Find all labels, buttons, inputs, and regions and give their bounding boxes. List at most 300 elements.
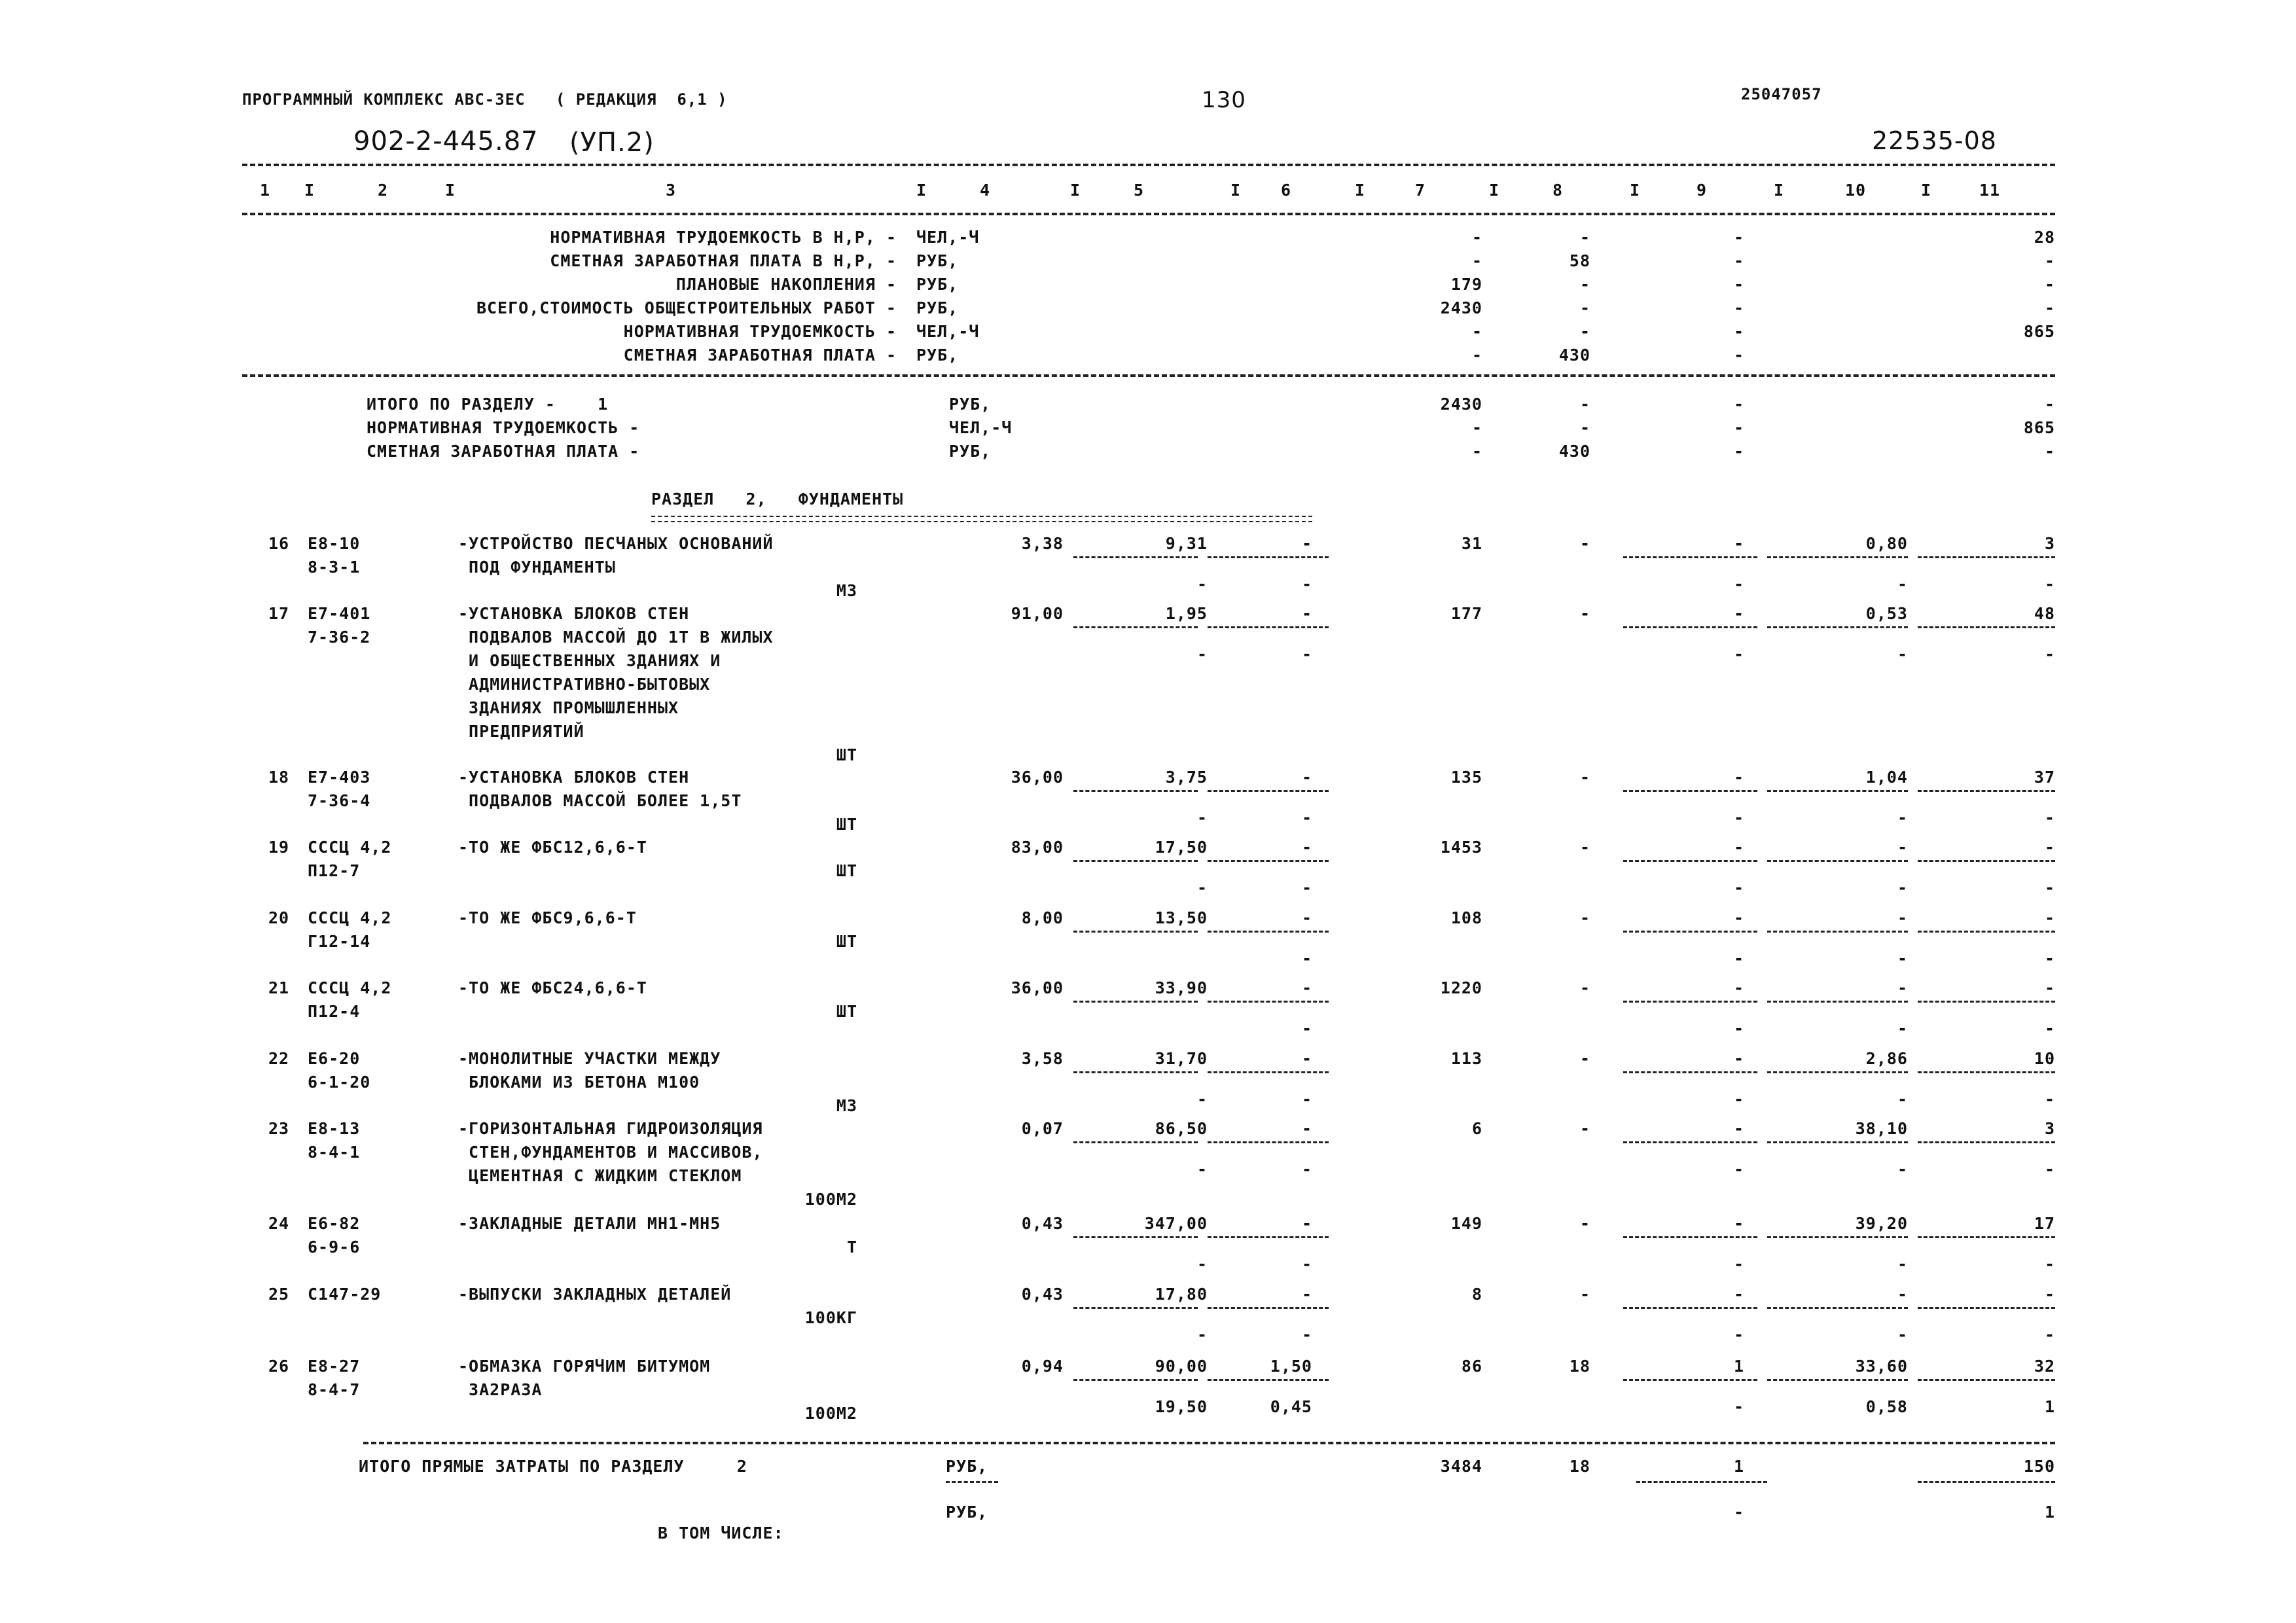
summary-value-c9: - [1733, 275, 1744, 294]
item-cost-wages: - [1733, 1049, 1744, 1068]
item-price-total: 90,00 [1155, 1357, 1208, 1376]
item-number: 26 [268, 1357, 290, 1376]
summary-value-c8: - [1579, 275, 1590, 294]
summary-value-c11: - [2044, 275, 2055, 294]
item-price-total: 17,50 [1155, 838, 1208, 857]
section-total-c9: - [1733, 418, 1744, 437]
item-quantity: 3,58 [1021, 1049, 1064, 1068]
item-quantity: 0,43 [1021, 1214, 1064, 1233]
section-total-label: СМЕТНАЯ ЗАРАБОТНАЯ ПЛАТА - [367, 442, 640, 461]
item-subline [1073, 931, 1198, 933]
item-subline [1208, 626, 1329, 628]
item-subline [1208, 556, 1329, 558]
item-wage-price: 19,50 [1155, 1397, 1208, 1416]
item-labor-total: 48 [2034, 604, 2055, 623]
item-labor-unit: - [1897, 908, 1908, 927]
header-rule [242, 213, 2055, 215]
item-subline [1623, 1071, 1757, 1073]
item-wage-labor: - [1897, 808, 1908, 827]
item-description: ЗА2РАЗА [458, 1380, 543, 1399]
section-total-unit: РУБ, [949, 442, 992, 461]
column-header-9: 9 [1696, 181, 1708, 200]
item-code: СССЦ 4,2 [308, 838, 392, 857]
summary-value-c7: - [1471, 322, 1482, 341]
top-rule [242, 164, 2055, 166]
total-unit-underline [946, 1481, 998, 1483]
item-subline [1767, 1141, 1908, 1143]
total-c9-underline [1636, 1481, 1767, 1483]
item-code: Е7-401 [308, 604, 371, 623]
item-subline [1767, 626, 1908, 628]
item-code: СССЦ 4,2 [308, 908, 392, 927]
item-number: 24 [268, 1214, 290, 1233]
item-code: Е8-10 [308, 534, 361, 553]
section-title: РАЗДЕЛ 2, ФУНДАМЕНТЫ [651, 490, 904, 508]
album-label: (УП.2) [569, 128, 655, 158]
item-code: Е7-403 [308, 768, 371, 787]
total-rule [363, 1442, 2055, 1444]
item-wage-machines: - [1301, 1325, 1312, 1344]
item-wage-price: - [1196, 575, 1208, 594]
item-subline [1623, 1001, 1757, 1003]
item-quantity: 0,43 [1021, 1285, 1064, 1304]
item-wage-machines: - [1301, 1255, 1312, 1274]
item-price-machines: - [1301, 978, 1312, 997]
item-subline [1208, 1001, 1329, 1003]
column-separator: I [1230, 181, 1242, 200]
summary-value-c7: 179 [1450, 275, 1482, 294]
item-code: СССЦ 4,2 [308, 978, 392, 997]
item-cost-wages: - [1733, 1214, 1744, 1233]
item-description: -УСТАНОВКА БЛОКОВ СТЕН [458, 768, 690, 787]
column-separator: I [1630, 181, 1641, 200]
item-unit: ШТ [836, 1002, 857, 1021]
item-labor-unit: 0,80 [1865, 534, 1908, 553]
item-subline [1918, 1307, 2055, 1309]
section-total-c9: - [1733, 442, 1744, 461]
total-c7: 3484 [1440, 1457, 1482, 1476]
item-wage-labor-total: - [2044, 645, 2055, 664]
column-separator: I [1774, 181, 1785, 200]
column-separator: I [916, 181, 927, 200]
item-description: -ГОРИЗОНТАЛЬНАЯ ГИДРОИЗОЛЯЦИЯ [458, 1119, 763, 1138]
item-wage-price: - [1196, 1325, 1208, 1344]
item-labor-unit: 0,53 [1865, 604, 1908, 623]
item-wage-cost: - [1733, 1325, 1744, 1344]
item-cost-machines: - [1579, 978, 1590, 997]
item-quantity: 36,00 [1011, 768, 1064, 787]
column-header-10: 10 [1844, 181, 1867, 200]
item-cost-wages: - [1733, 1285, 1744, 1304]
item-subline [1767, 1236, 1908, 1238]
program-title: ПРОГРАММНЫЙ КОМПЛЕКС АВС-ЗЕС ( РЕДАКЦИЯ 6,1 ) [242, 90, 728, 109]
column-separator: I [1489, 181, 1500, 200]
item-wage-cost: - [1733, 1090, 1744, 1109]
summary-value-c8: 430 [1558, 346, 1590, 365]
item-description: ЦЕМЕНТНАЯ С ЖИДКИМ СТЕКЛОМ [458, 1166, 742, 1185]
item-subline [1208, 1071, 1329, 1073]
column-separator: I [1921, 181, 1932, 200]
summary-value-c11: - [2044, 251, 2055, 270]
summary-value-c11: 865 [2023, 322, 2055, 341]
column-separator: I [445, 181, 456, 200]
item-subline [1918, 556, 2055, 558]
item-description: ПОДВАЛОВ МАССОЙ БОЛЕЕ 1,5Т [458, 791, 742, 810]
item-subline [1073, 1307, 1198, 1309]
column-header-6: 6 [1280, 181, 1292, 200]
item-code-secondary: 7-36-4 [308, 791, 371, 810]
item-price-total: 31,70 [1155, 1049, 1208, 1068]
column-separator: I [304, 181, 315, 200]
item-wage-price: - [1196, 1255, 1208, 1274]
item-wage-machines: - [1301, 1090, 1312, 1109]
section-total-c8: 430 [1558, 442, 1590, 461]
document-code: 25047057 [1741, 85, 1822, 103]
item-price-machines: - [1301, 604, 1312, 623]
total-c9: 1 [1733, 1457, 1744, 1476]
item-quantity: 0,94 [1021, 1357, 1064, 1376]
section-total-c7: - [1471, 418, 1482, 437]
item-subline [1918, 790, 2055, 792]
including-label: В ТОМ ЧИСЛЕ: [658, 1524, 784, 1543]
item-quantity: 91,00 [1011, 604, 1064, 623]
item-unit: М3 [836, 1096, 857, 1115]
item-cost-total: 1453 [1440, 838, 1482, 857]
item-wage-price: - [1196, 878, 1208, 897]
item-description: ПОД ФУНДАМЕНТЫ [458, 558, 616, 577]
item-subline [1623, 931, 1757, 933]
item-labor-total: - [2044, 908, 2055, 927]
item-cost-wages: - [1733, 768, 1744, 787]
item-code: Е6-82 [308, 1214, 361, 1233]
item-price-machines: - [1301, 1214, 1312, 1233]
item-subline [1918, 1236, 2055, 1238]
item-cost-total: 6 [1471, 1119, 1482, 1138]
item-description: -ТО ЖЕ ФБС12,6,6-Т [458, 838, 647, 857]
item-subline [1623, 556, 1757, 558]
item-number: 18 [268, 768, 290, 787]
item-description: ПРЕДПРИЯТИЙ [458, 722, 584, 741]
item-code-secondary: П12-7 [308, 861, 361, 880]
item-code: Е8-27 [308, 1357, 361, 1376]
item-wage-cost: - [1733, 1160, 1744, 1179]
item-subline [1623, 790, 1757, 792]
item-wage-machines: - [1301, 878, 1312, 897]
item-code-secondary: 7-36-2 [308, 628, 371, 647]
item-labor-unit: 33,60 [1855, 1357, 1908, 1376]
item-wage-labor-total: - [2044, 949, 2055, 968]
item-code-secondary: 6-9-6 [308, 1238, 361, 1257]
item-wage-cost: - [1733, 575, 1744, 594]
reference-number: 22535-08 [1872, 126, 1997, 155]
section-total-unit: РУБ, [949, 395, 992, 414]
item-wage-labor-total: - [2044, 878, 2055, 897]
summary-value-c9: - [1733, 322, 1744, 341]
item-wage-labor: - [1897, 575, 1908, 594]
item-labor-unit: - [1897, 838, 1908, 857]
item-cost-machines: 18 [1569, 1357, 1590, 1376]
item-subline [1208, 1236, 1329, 1238]
summary-label: СМЕТНАЯ ЗАРАБОТНАЯ ПЛАТА - [623, 346, 897, 365]
item-labor-unit: - [1897, 1285, 1908, 1304]
column-header-5: 5 [1133, 181, 1145, 200]
summary-value-c7: 2430 [1440, 298, 1482, 317]
item-number: 17 [268, 604, 290, 623]
summary-value-c8: - [1579, 298, 1590, 317]
item-description: -УСТАНОВКА БЛОКОВ СТЕН [458, 604, 690, 623]
item-cost-total: 135 [1450, 768, 1482, 787]
item-subline [1767, 931, 1908, 933]
item-wage-cost: - [1733, 1255, 1744, 1274]
item-labor-total: 10 [2034, 1049, 2055, 1068]
item-wage-labor-total: - [2044, 1090, 2055, 1109]
summary-label: НОРМАТИВНАЯ ТРУДОЕМКОСТЬ В Н,Р, - [550, 228, 897, 247]
section-total-unit: ЧЕЛ,-Ч [949, 418, 1013, 437]
item-quantity: 3,38 [1021, 534, 1064, 553]
section-total-c9: - [1733, 395, 1744, 414]
total-c11-underline [1918, 1481, 2055, 1483]
summary-value-c11: 28 [2034, 228, 2055, 247]
item-quantity: 0,07 [1021, 1119, 1064, 1138]
item-number: 21 [268, 978, 290, 997]
column-header-8: 8 [1552, 181, 1564, 200]
item-subline [1767, 860, 1908, 862]
item-description: -ТО ЖЕ ФБС9,6,6-Т [458, 908, 637, 927]
item-quantity: 36,00 [1011, 978, 1064, 997]
item-cost-machines: - [1579, 1119, 1590, 1138]
item-subline [1918, 931, 2055, 933]
item-subline [1208, 860, 1329, 862]
item-cost-wages: 1 [1733, 1357, 1744, 1376]
column-separator: I [1355, 181, 1366, 200]
column-header-11: 11 [1979, 181, 2001, 200]
summary-value-c8: 58 [1569, 251, 1590, 270]
item-wage-labor: - [1897, 1255, 1908, 1274]
item-wage-price: - [1196, 645, 1208, 664]
item-code: Е8-13 [308, 1119, 361, 1138]
item-labor-unit: 38,10 [1855, 1119, 1908, 1138]
item-subline [1767, 1307, 1908, 1309]
summary-label: ПЛАНОВЫЕ НАКОПЛЕНИЯ - [675, 275, 897, 294]
item-wage-labor: - [1897, 645, 1908, 664]
summary-value-c9: - [1733, 228, 1744, 247]
section-total-c11: - [2044, 395, 2055, 414]
item-subline [1073, 626, 1198, 628]
item-description: -ЗАКЛАДНЫЕ ДЕТАЛИ МН1-МН5 [458, 1214, 721, 1233]
item-subline [1918, 1071, 2055, 1073]
item-code: С147-29 [308, 1285, 382, 1304]
item-description: -ОБМАЗКА ГОРЯЧИМ БИТУМОМ [458, 1357, 711, 1376]
item-wage-labor: - [1897, 1090, 1908, 1109]
item-labor-total: 3 [2044, 534, 2055, 553]
item-price-total: 17,80 [1155, 1285, 1208, 1304]
item-price-total: 86,50 [1155, 1119, 1208, 1138]
item-subline [1918, 1379, 2055, 1381]
item-cost-total: 108 [1450, 908, 1482, 927]
summary-unit: РУБ, [916, 251, 959, 270]
item-subline [1767, 1071, 1908, 1073]
item-price-machines: - [1301, 1285, 1312, 1304]
column-header-4: 4 [979, 181, 991, 200]
summary-label: СМЕТНАЯ ЗАРАБОТНАЯ ПЛАТА В Н,Р, - [550, 251, 897, 270]
item-description: И ОБЩЕСТВЕННЫХ ЗДАНИЯХ И [458, 651, 721, 670]
item-cost-machines: - [1579, 604, 1590, 623]
item-labor-total: 3 [2044, 1119, 2055, 1138]
item-wage-price: - [1196, 1090, 1208, 1109]
page-number: 130 [1202, 87, 1246, 113]
item-subline [1623, 1307, 1757, 1309]
item-description: БЛОКАМИ ИЗ БЕТОНА М100 [458, 1073, 700, 1092]
item-price-machines: - [1301, 1049, 1312, 1068]
total-unit: РУБ, [946, 1457, 988, 1476]
summary-unit: РУБ, [916, 346, 959, 365]
item-subline [1623, 860, 1757, 862]
item-labor-unit: - [1897, 978, 1908, 997]
item-description: -ТО ЖЕ ФБС24,6,6-Т [458, 978, 647, 997]
section-total-c8: - [1579, 395, 1590, 414]
item-number: 16 [268, 534, 290, 553]
item-wage-labor-total: - [2044, 808, 2055, 827]
total-c8: 18 [1569, 1457, 1590, 1476]
item-wage-machines: - [1301, 575, 1312, 594]
column-header-2: 2 [377, 181, 389, 200]
item-labor-total: 32 [2034, 1357, 2055, 1376]
summary-value-c11: - [2044, 298, 2055, 317]
item-subline [1918, 860, 2055, 862]
item-cost-wages: - [1733, 1119, 1744, 1138]
item-number: 22 [268, 1049, 290, 1068]
item-cost-machines: - [1579, 1049, 1590, 1068]
item-cost-wages: - [1733, 978, 1744, 997]
item-wage-cost: - [1733, 1397, 1744, 1416]
item-unit: ШТ [836, 932, 857, 951]
summary-value-c8: - [1579, 322, 1590, 341]
item-labor-unit: 2,86 [1865, 1049, 1908, 1068]
item-description: -ВЫПУСКИ ЗАКЛАДНЫХ ДЕТАЛЕЙ [458, 1285, 732, 1304]
item-code-secondary: 8-3-1 [308, 558, 361, 577]
item-quantity: 8,00 [1021, 908, 1064, 927]
summary-value-c8: - [1579, 228, 1590, 247]
item-cost-wages: - [1733, 534, 1744, 553]
item-cost-machines: - [1579, 908, 1590, 927]
item-unit: ШТ [836, 861, 857, 880]
item-wage-labor-total: - [2044, 575, 2055, 594]
item-cost-total: 8 [1471, 1285, 1482, 1304]
item-price-machines: - [1301, 838, 1312, 857]
item-subline [1073, 1141, 1198, 1143]
item-code-secondary: 8-4-7 [308, 1380, 361, 1399]
project-number: 902-2-445.87 [353, 126, 539, 156]
item-cost-wages: - [1733, 908, 1744, 927]
item-subline [1918, 626, 2055, 628]
item-labor-total: 37 [2034, 768, 2055, 787]
item-wage-price: - [1196, 808, 1208, 827]
item-cost-machines: - [1579, 768, 1590, 787]
item-description: СТЕН,ФУНДАМЕНТОВ И МАССИВОВ, [458, 1143, 763, 1162]
item-wage-cost: - [1733, 949, 1744, 968]
item-unit: 100М2 [804, 1404, 857, 1423]
item-subline [1208, 931, 1329, 933]
item-cost-total: 113 [1450, 1049, 1482, 1068]
summary-value-c9: - [1733, 298, 1744, 317]
item-description: -МОНОЛИТНЫЕ УЧАСТКИ МЕЖДУ [458, 1049, 721, 1068]
item-unit: ШТ [836, 815, 857, 834]
item-subline [1623, 1379, 1757, 1381]
summary-unit: ЧЕЛ,-Ч [916, 322, 980, 341]
item-subline [1073, 860, 1198, 862]
item-labor-unit: 39,20 [1855, 1214, 1908, 1233]
item-wage-machines: 0,45 [1270, 1397, 1312, 1416]
item-unit: Т [846, 1238, 857, 1257]
item-description: ПОДВАЛОВ МАССОЙ ДО 1Т В ЖИЛЫХ [458, 628, 774, 647]
section-total-c11: 865 [2023, 418, 2055, 437]
item-wage-labor-total: - [2044, 1255, 2055, 1274]
item-subline [1623, 1141, 1757, 1143]
item-wage-cost: - [1733, 1019, 1744, 1038]
item-price-total: 33,90 [1155, 978, 1208, 997]
item-wage-cost: - [1733, 808, 1744, 827]
item-subline [1073, 1071, 1198, 1073]
item-unit: М3 [836, 581, 857, 600]
item-number: 25 [268, 1285, 290, 1304]
total-c11: 150 [2023, 1457, 2055, 1476]
item-cost-machines: - [1579, 1214, 1590, 1233]
section-total-c7: - [1471, 442, 1482, 461]
item-wage-labor-total: 1 [2044, 1397, 2055, 1416]
item-subline [1767, 1001, 1908, 1003]
item-cost-total: 149 [1450, 1214, 1482, 1233]
item-cost-machines: - [1579, 838, 1590, 857]
item-wage-cost: - [1733, 878, 1744, 897]
item-cost-total: 177 [1450, 604, 1482, 623]
summary-label: ВСЕГО,СТОИМОСТЬ ОБЩЕСТРОИТЕЛЬНЫХ РАБОТ - [476, 298, 897, 317]
item-subline [1073, 1379, 1198, 1381]
item-number: 20 [268, 908, 290, 927]
item-labor-total: - [2044, 978, 2055, 997]
item-subline [1208, 1307, 1329, 1309]
item-code-secondary: Г12-14 [308, 932, 371, 951]
item-labor-total: 17 [2034, 1214, 2055, 1233]
item-wage-labor: - [1897, 1325, 1908, 1344]
item-cost-wages: - [1733, 604, 1744, 623]
item-subline [1918, 1141, 2055, 1143]
item-wage-cost: - [1733, 645, 1744, 664]
summary-value-c7: - [1471, 228, 1482, 247]
item-labor-unit: 1,04 [1865, 768, 1908, 787]
item-price-total: 3,75 [1165, 768, 1208, 787]
item-subline [1623, 1236, 1757, 1238]
item-wage-labor: - [1897, 949, 1908, 968]
section-total-c11: - [2044, 442, 2055, 461]
summary-value-c7: - [1471, 251, 1482, 270]
item-price-machines: - [1301, 908, 1312, 927]
summary-unit: РУБ, [916, 275, 959, 294]
summary-label: НОРМАТИВНАЯ ТРУДОЕМКОСТЬ - [623, 322, 897, 341]
item-unit: 100КГ [804, 1308, 857, 1327]
total-label: ИТОГО ПРЯМЫЕ ЗАТРАТЫ ПО РАЗДЕЛУ 2 [359, 1457, 747, 1476]
item-subline [1073, 556, 1198, 558]
item-wage-machines: - [1301, 1160, 1312, 1179]
item-subline [1073, 1001, 1198, 1003]
section-title-underline [651, 516, 1312, 522]
item-code-secondary: П12-4 [308, 1002, 361, 1021]
total-c11-2: 1 [2044, 1503, 2055, 1522]
item-price-machines: 1,50 [1270, 1357, 1312, 1376]
item-description: АДМИНИСТРАТИВНО-БЫТОВЫХ [458, 675, 711, 694]
item-cost-total: 31 [1461, 534, 1482, 553]
item-price-total: 1,95 [1165, 604, 1208, 623]
item-wage-machines: - [1301, 949, 1312, 968]
